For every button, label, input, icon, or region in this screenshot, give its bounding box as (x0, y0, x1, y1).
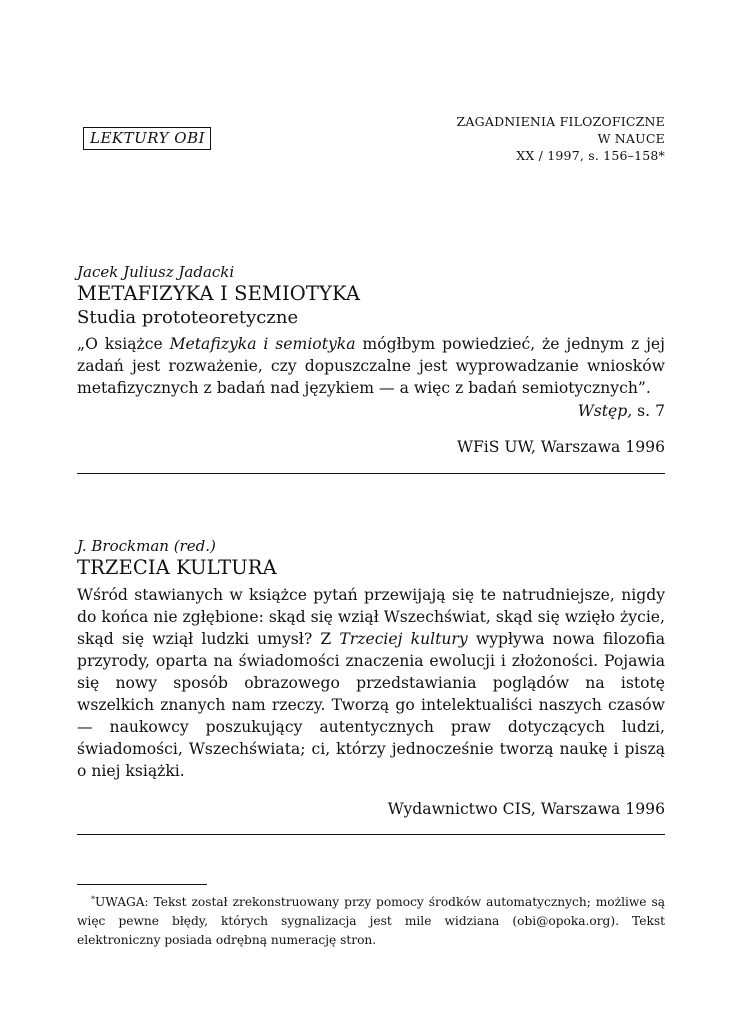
review-divider (77, 473, 665, 474)
review-author: J. Brockman (red.) (77, 537, 216, 555)
review-publisher: Wydawnictwo CIS, Warszawa 1996 (387, 800, 665, 818)
footnote-text: UWAGA: Tekst został zrekonstruowany przy pomocy środków automatycznych; możliwe są więc pewne błędy, których sygnalizacja jest mile widziana (obi@opoka.org). Tekst elektroniczny posiada odrębną numerację stron. (77, 895, 665, 947)
journal-subtitle: W NAUCE (597, 131, 665, 146)
quote-text-end: mógłbym powiedzieć, że jednym z jej zadań jest rozważenie, czy dopuszczalne jest wyprowadzanie wniosków metafizycznych z badań nad językiem — a więc z badań semiotycznych”. (77, 335, 665, 397)
quote-source-page: s. 7 (632, 402, 665, 420)
review-subtitle: Studia prototeoretyczne (77, 307, 299, 328)
review-title: METAFIZYKA I SEMIOTYKA (77, 282, 361, 305)
section-label-box: LEKTURY OBI (83, 127, 211, 150)
footnote-divider (77, 884, 207, 885)
description-book-title: Trzeciej kultury (339, 630, 468, 648)
review-quote (77, 333, 665, 399)
journal-info (457, 113, 665, 164)
quote-text-start: „O książce (77, 335, 170, 353)
review-description (77, 584, 665, 782)
footnote-marker: * (91, 895, 95, 904)
review-divider (77, 834, 665, 835)
footnote (77, 890, 665, 950)
quote-source (77, 400, 665, 422)
review-publisher: WFiS UW, Warszawa 1996 (456, 438, 665, 456)
review-title: TRZECIA KULTURA (77, 556, 277, 579)
journal-name: ZAGADNIENIA FILOZOFICZNE (456, 114, 665, 129)
description-text-end: wypływa nowa filozofia przyrody, oparta na świadomości znaczenia ewolucji i złożoności. Pojawia się nowy sposób obrazowego przedstawiania poglądów na istotę wszelkich znanych nam rzeczy. Tworzą go intelektualiści naszych czasów — naukowcy poszukujący autentycznych praw dotyczących ludzi, świadomości, Wszechświata; ci, którzy jednocześnie tworzą naukę i piszą o niej książki. (77, 630, 665, 780)
page-header (77, 113, 665, 173)
review-trzecia-kultura (77, 536, 665, 835)
review-metafizyka (77, 262, 665, 474)
page (77, 0, 665, 1024)
quote-source-chapter: Wstęp, (577, 402, 633, 420)
journal-issue: XX / 1997, s. 156–158* (516, 148, 665, 163)
quote-book-title: Metafizyka i semiotyka (169, 335, 356, 353)
description-text-start: Wśród stawianych w książce pytań przewijają się te natrudniejsze, nigdy do końca nie zgłębione: skąd się wziął Wszechświat, skąd się wzięło życie, skąd się wziął ludzki umysł? Z (77, 586, 665, 648)
review-author: Jacek Juliusz Jadacki (77, 263, 235, 281)
